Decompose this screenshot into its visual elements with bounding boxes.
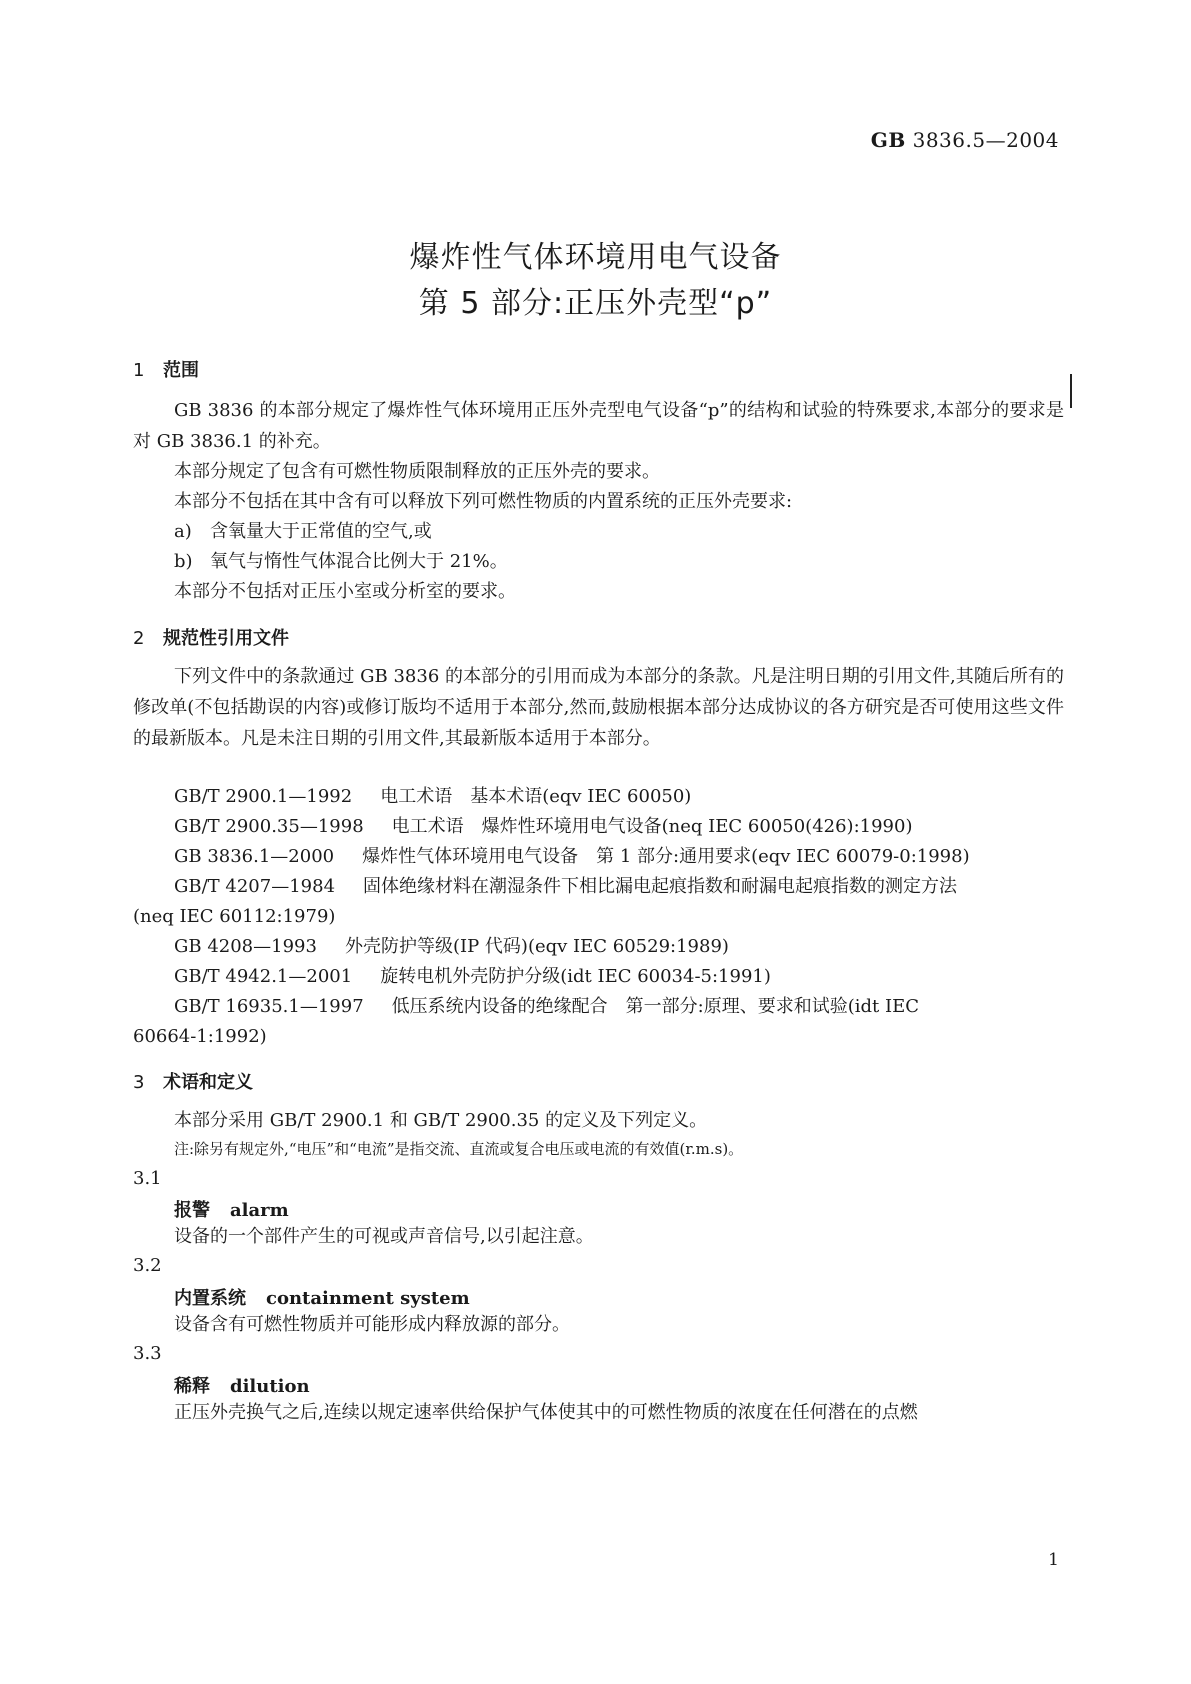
standard-code bbox=[871, 128, 1059, 152]
term-number: 3.3 bbox=[133, 1343, 162, 1364]
reference-code: GB/T 2900.1—1992 bbox=[174, 786, 353, 807]
reference-item bbox=[174, 781, 1064, 812]
term-english: alarm bbox=[230, 1200, 289, 1221]
term-heading bbox=[174, 1284, 470, 1310]
reference-title: 电工术语 基本术语(eqv IEC 60050) bbox=[380, 786, 692, 807]
term-english: containment system bbox=[266, 1288, 470, 1309]
section-number: 1 bbox=[133, 360, 145, 381]
reference-title: 电工术语 爆炸性环境用电气设备(neq IEC 60050(426):1990) bbox=[391, 816, 913, 837]
term-chinese: 内置系统 bbox=[174, 1288, 246, 1309]
list-label: a) bbox=[174, 521, 192, 542]
section-2-heading bbox=[133, 624, 289, 650]
reference-item bbox=[174, 961, 1064, 992]
term-definition: 正压外壳换气之后,连续以规定速率供给保护气体使其中的可燃性物质的浓度在任何潜在的点燃 bbox=[174, 1402, 918, 1423]
reference-item bbox=[174, 811, 1064, 842]
section-1-paragraph-3: 本部分不包括在其中含有可以释放下列可燃性物质的内置系统的正压外壳要求: bbox=[174, 491, 793, 512]
reference-code: GB/T 4942.1—2001 bbox=[174, 966, 353, 987]
reference-code: GB/T 16935.1—1997 bbox=[174, 996, 364, 1017]
section-3-paragraph-1: 本部分采用 GB/T 2900.1 和 GB/T 2900.35 的定义及下列定义。 bbox=[174, 1110, 708, 1131]
term-definition: 设备含有可燃性物质并可能形成内释放源的部分。 bbox=[174, 1314, 570, 1335]
reference-item bbox=[174, 871, 1064, 902]
reference-title: 旋转电机外壳防护分级(idt IEC 60034-5:1991) bbox=[380, 966, 771, 987]
term-heading bbox=[174, 1196, 289, 1222]
list-label: b) bbox=[174, 551, 193, 572]
reference-continuation: (neq IEC 60112:1979) bbox=[133, 906, 336, 927]
section-3-heading bbox=[133, 1068, 253, 1094]
reference-code: GB 4208—1993 bbox=[174, 936, 317, 957]
revision-bar bbox=[1070, 374, 1072, 408]
document-subtitle: 第 5 部分:正压外壳型“p” bbox=[418, 286, 773, 321]
reference-item bbox=[174, 931, 1064, 962]
term-number: 3.1 bbox=[133, 1168, 162, 1189]
section-1-paragraph-1: GB 3836 的本部分规定了爆炸性气体环境用正压外壳型电气设备“p”的结构和试验的特殊要求,本部分的要求是对 GB 3836.1 的补充。 bbox=[133, 400, 1064, 452]
term-definition: 设备的一个部件产生的可视或声音信号,以引起注意。 bbox=[174, 1226, 594, 1247]
reference-item bbox=[174, 841, 1064, 872]
standard-code-prefix: GB bbox=[870, 128, 906, 152]
list-text: 含氧量大于正常值的空气,或 bbox=[210, 521, 432, 542]
term-chinese: 报警 bbox=[174, 1200, 210, 1221]
list-item-a bbox=[174, 516, 1064, 547]
reference-code: GB/T 4207—1984 bbox=[174, 876, 336, 897]
page-number: 1 bbox=[1048, 1550, 1059, 1570]
section-title: 规范性引用文件 bbox=[163, 628, 289, 649]
list-item-b bbox=[174, 546, 1064, 577]
section-1-paragraph-4: 本部分不包括对正压小室或分析室的要求。 bbox=[174, 581, 516, 602]
section-1-paragraph-2: 本部分规定了包含有可燃性物质限制释放的正压外壳的要求。 bbox=[174, 461, 660, 482]
reference-title: 低压系统内设备的绝缘配合 第一部分:原理、要求和试验(idt IEC bbox=[391, 996, 919, 1017]
list-text: 氧气与惰性气体混合比例大于 21%。 bbox=[210, 551, 508, 572]
section-title: 术语和定义 bbox=[163, 1072, 253, 1093]
section-number: 3 bbox=[133, 1072, 145, 1093]
reference-title: 外壳防护等级(IP 代码)(eqv IEC 60529:1989) bbox=[344, 936, 729, 957]
reference-code: GB/T 2900.35—1998 bbox=[174, 816, 364, 837]
section-1-heading bbox=[133, 356, 199, 382]
term-chinese: 稀释 bbox=[174, 1376, 210, 1397]
reference-item bbox=[174, 991, 1064, 1022]
reference-continuation: 60664-1:1992) bbox=[133, 1026, 267, 1047]
note: 注:除另有规定外,“电压”和“电流”是指交流、直流或复合电压或电流的有效值(r.m.s)。 bbox=[174, 1140, 744, 1158]
section-2-paragraph-1: 下列文件中的条款通过 GB 3836 的本部分的引用而成为本部分的条款。凡是注明日期的引用文件,其随后所有的修改单(不包括勘误的内容)或修订版均不适用于本部分,然而,鼓励根据本部分达成协议的各方研究是否可使用这些文件的最新版本。凡是未注日期的引用文件,其最新版本适用于本部分。 bbox=[133, 666, 1064, 749]
section-title: 范围 bbox=[163, 360, 199, 381]
reference-title: 固体绝缘材料在潮湿条件下相比漏电起痕指数和耐漏电起痕指数的测定方法 bbox=[363, 876, 958, 897]
reference-title: 爆炸性气体环境用电气设备 第 1 部分:通用要求(eqv IEC 60079-0:1998) bbox=[362, 846, 970, 867]
standard-code-number: 3836.5—2004 bbox=[905, 128, 1059, 152]
section-number: 2 bbox=[133, 628, 145, 649]
term-number: 3.2 bbox=[133, 1255, 162, 1276]
term-english: dilution bbox=[230, 1376, 310, 1397]
reference-code: GB 3836.1—2000 bbox=[174, 846, 335, 867]
document-title: 爆炸性气体环境用电气设备 bbox=[409, 240, 782, 275]
term-heading bbox=[174, 1372, 310, 1398]
